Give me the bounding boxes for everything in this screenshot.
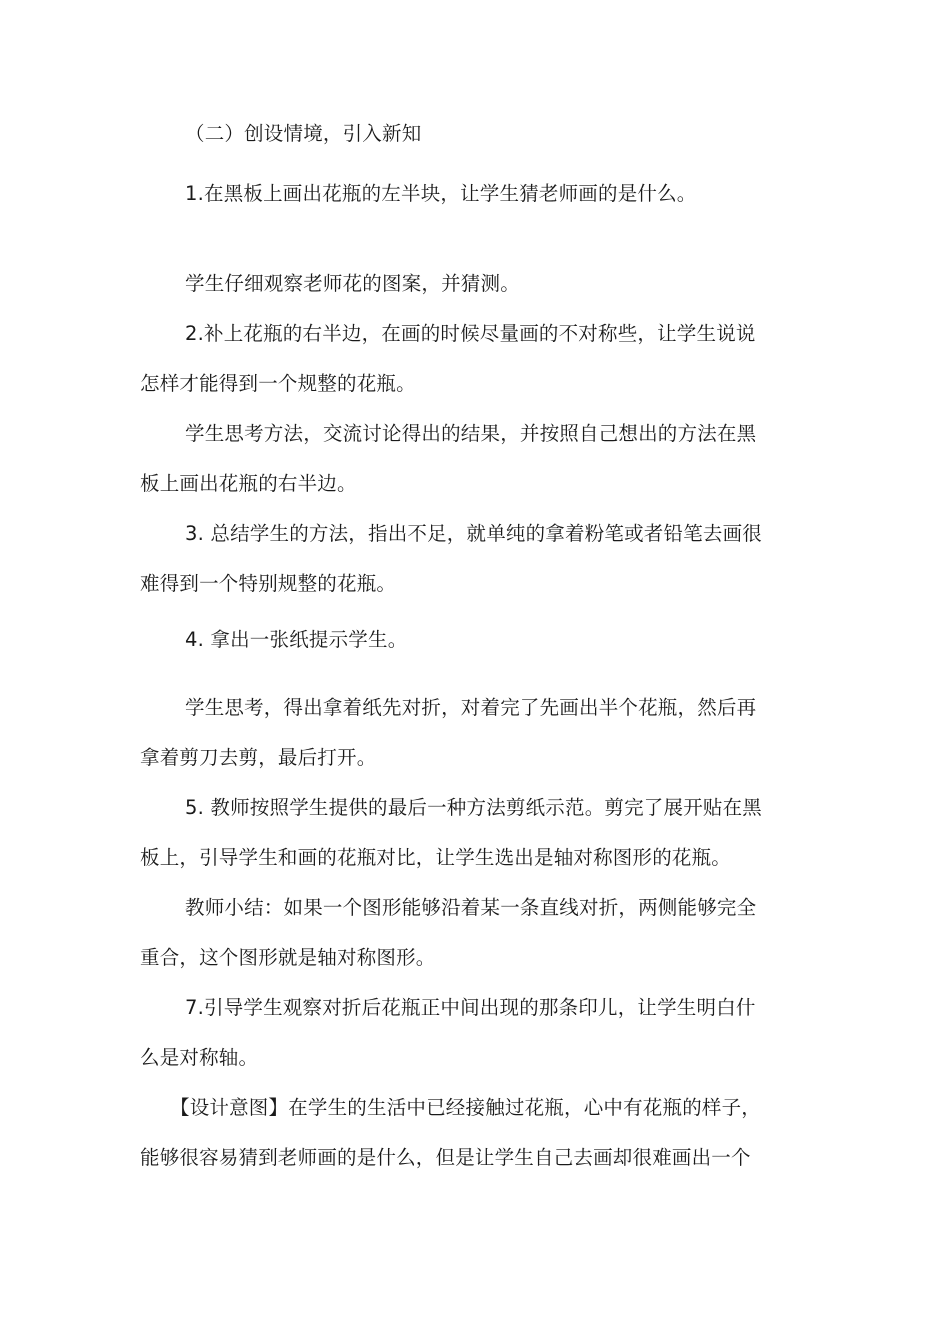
paragraph-line: 么是对称轴。 [140, 1046, 259, 1069]
paragraph-line: 3. 总结学生的方法，指出不足，就单纯的拿着粉笔或者铅笔去画很 [185, 522, 763, 545]
paragraph-line: 学生思考方法，交流讨论得出的结果，并按照自己想出的方法在黑 [185, 422, 757, 445]
paragraph-line: 教师小结：如果一个图形能够沿着某一条直线对折，两侧能够完全 [185, 896, 757, 919]
paragraph-line: 拿着剪刀去剪，最后打开。 [140, 746, 377, 769]
paragraph-line: 5. 教师按照学生提供的最后一种方法剪纸示范。剪完了展开贴在黑 [185, 796, 763, 819]
paragraph-line: 板上画出花瓶的右半边。 [140, 472, 357, 495]
paragraph-line: 7.引导学生观察对折后花瓶正中间出现的那条印儿，让学生明白什 [185, 996, 756, 1019]
paragraph-line: 怎样才能得到一个规整的花瓶。 [140, 372, 416, 395]
section-heading: （二）创设情境，引入新知 [185, 122, 422, 145]
paragraph-line: 学生思考，得出拿着纸先对折，对着完了先画出半个花瓶，然后再 [185, 696, 757, 719]
paragraph-line: 能够很容易猜到老师画的是什么，但是让学生自己去画却很难画出一个 [140, 1146, 751, 1169]
paragraph-line: 2.补上花瓶的右半边，在画的时候尽量画的不对称些，让学生说说 [185, 322, 756, 345]
paragraph-line: 重合，这个图形就是轴对称图形。 [140, 946, 436, 969]
paragraph-line: 4. 拿出一张纸提示学生。 [185, 628, 408, 651]
design-intent-line: 【设计意图】在学生的生活中已经接触过花瓶，心中有花瓶的样子， [170, 1096, 762, 1119]
paragraph-line: 板上，引导学生和画的花瓶对比，让学生选出是轴对称图形的花瓶。 [140, 846, 732, 869]
paragraph-line: 学生仔细观察老师花的图案，并猜测。 [185, 272, 520, 295]
paragraph-line: 1.在黑板上画出花瓶的左半块，让学生猜老师画的是什么。 [185, 182, 697, 205]
paragraph-line: 难得到一个特别规整的花瓶。 [140, 572, 397, 595]
